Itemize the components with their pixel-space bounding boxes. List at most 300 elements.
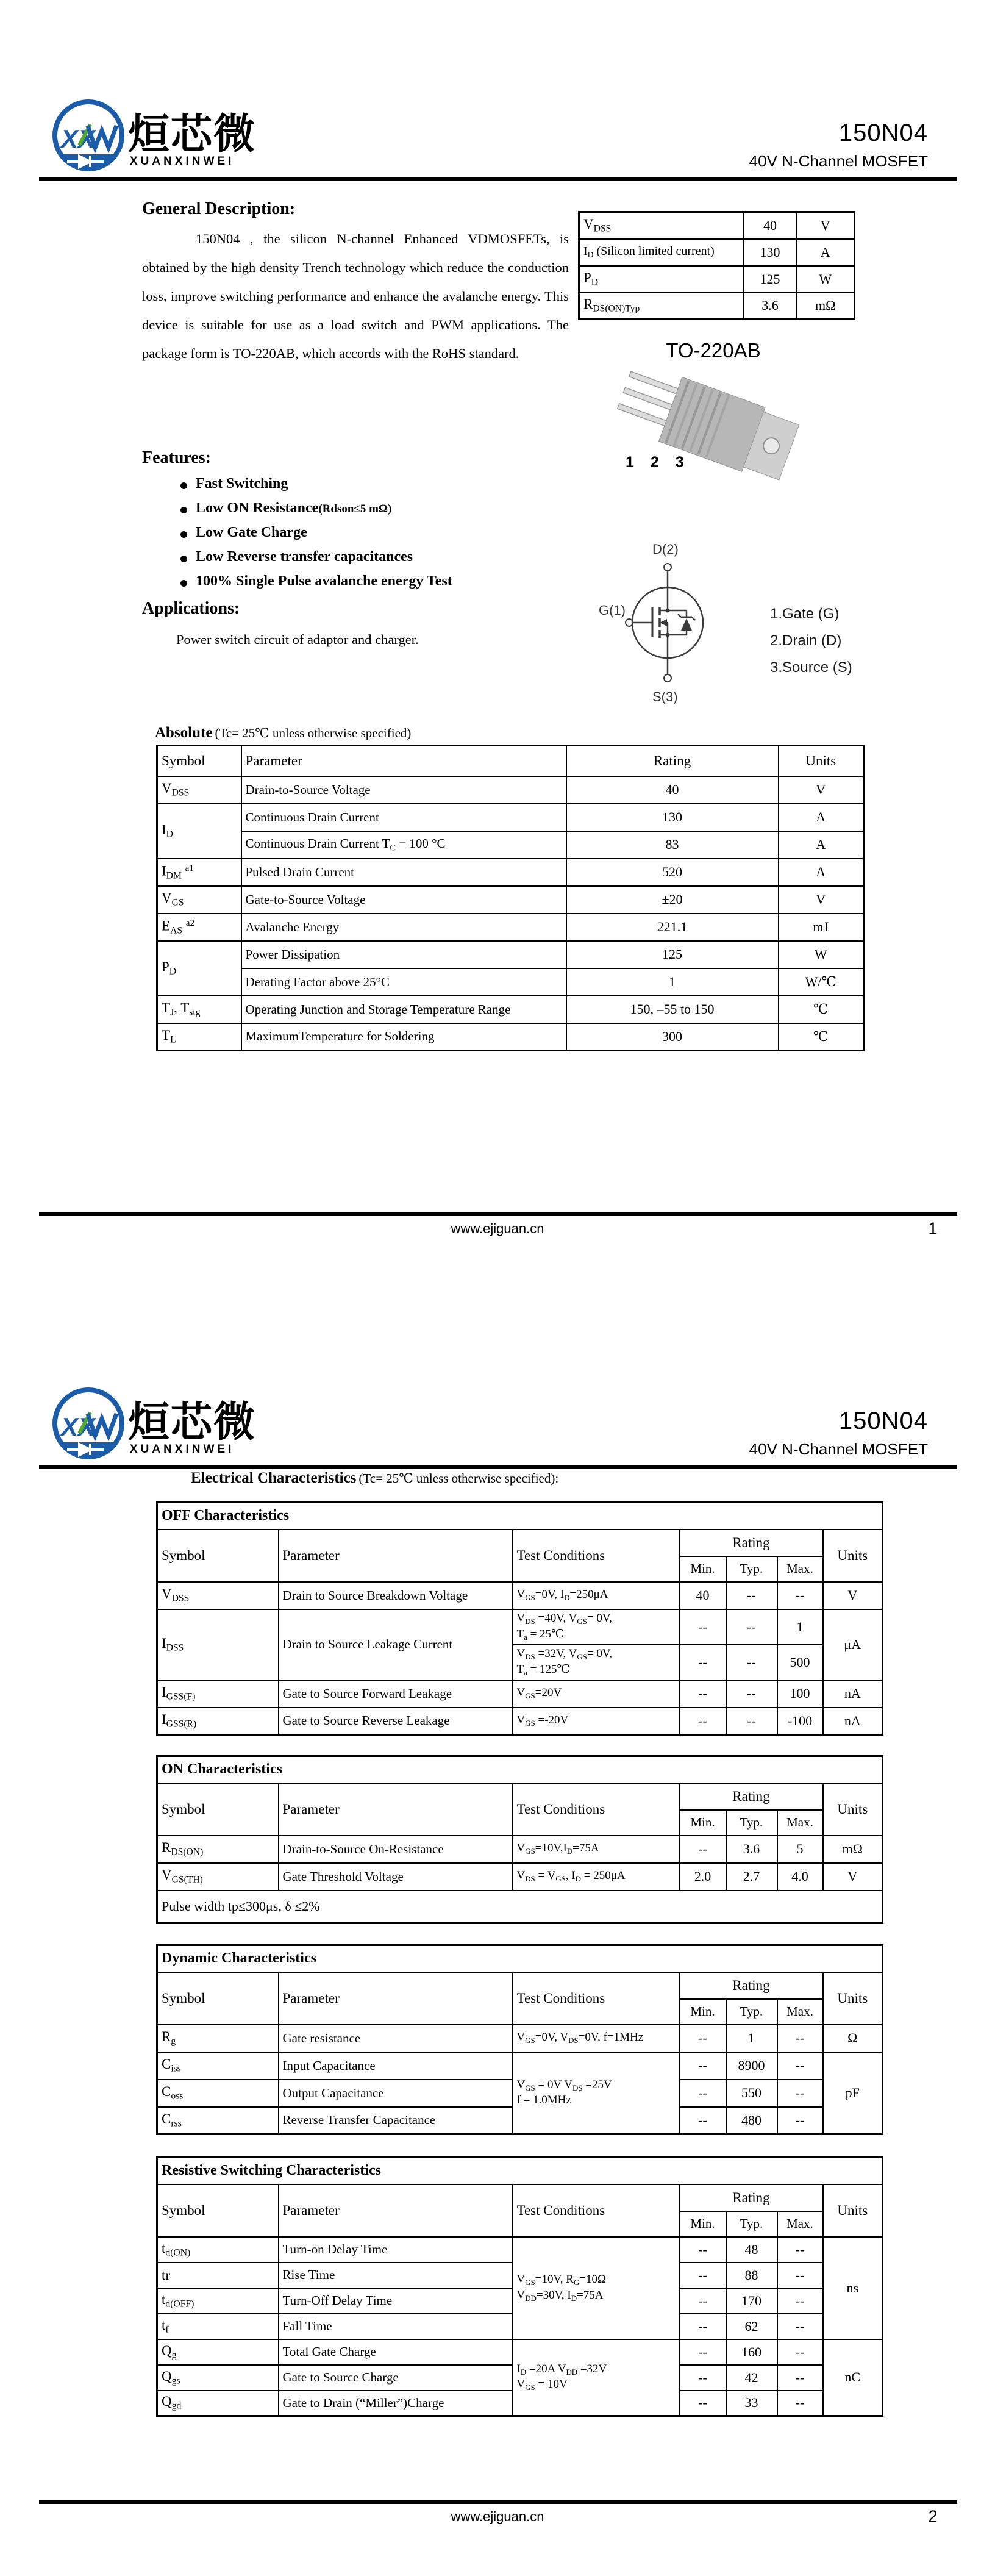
symbol: $C_{oss}$ [157, 2080, 279, 2107]
col-min: Min. [680, 1999, 726, 2025]
max: 4.0 [777, 1863, 823, 1891]
units: W/℃ [779, 968, 864, 996]
min: -- [680, 1645, 726, 1680]
col-min: Min. [680, 1810, 726, 1836]
table-row [157, 1836, 883, 1863]
parameter: Reverse Transfer Capacitance [279, 2107, 513, 2134]
table-note-row [157, 1891, 883, 1923]
symbol: $P_D$ [157, 941, 241, 996]
electrical-characteristics-caption [191, 1470, 558, 1487]
units: A [779, 804, 864, 831]
symbol: $V_{GS}$ [157, 886, 241, 914]
symbol: $E_{AS}$ $^{a2}$ [157, 914, 241, 941]
table-row [157, 1708, 883, 1735]
feature-text: Low ON Resistance [196, 500, 319, 516]
table-row [579, 239, 855, 266]
table-row [157, 941, 864, 968]
symbol: $C_{rss}$ [157, 2107, 279, 2134]
website-url: www.ejiguan.cn [451, 1221, 544, 1236]
min: 40 [680, 1582, 726, 1609]
brand-name-cn: 烜芯微 [128, 110, 257, 159]
test-conditions: $V_{GS}=10V,I_D=75A$ [513, 1836, 680, 1863]
max: -- [777, 2237, 823, 2263]
caption-bold: Absolute [155, 724, 213, 741]
table-row [157, 831, 864, 859]
param-name: $I_D$ (Silicon limited current) [579, 239, 744, 266]
parameter: Input Capacitance [279, 2052, 513, 2080]
typ: 88 [726, 2263, 777, 2288]
table-row [157, 996, 864, 1023]
col-typ: Typ. [726, 1556, 777, 1582]
col-min: Min. [680, 2211, 726, 2237]
max: -- [777, 2339, 823, 2365]
table-header-row [157, 2184, 883, 2211]
typ: -- [726, 1582, 777, 1609]
col-parameter: Parameter [279, 2184, 513, 2237]
table-row [157, 2339, 883, 2365]
col-typ: Typ. [726, 1999, 777, 2025]
parameter: Drain-to-Source Voltage [241, 776, 566, 804]
table-row [157, 1680, 883, 1708]
to220-package-icon [604, 366, 817, 509]
logo-emblem-icon [49, 96, 128, 189]
param-value: 3.6 [744, 293, 797, 320]
package-name: TO-220AB [666, 339, 761, 362]
parameter: Turn-on Delay Time [279, 2237, 513, 2263]
test-conditions: $V_{DS} = V_{GS}$, $I_D = 250\mu A$ [513, 1863, 680, 1891]
logo-monogram: XX [61, 1412, 96, 1441]
max: -100 [777, 1708, 823, 1735]
pulse-width-note: Pulse width tp≤300μs, δ ≤2% [157, 1891, 883, 1923]
symbol: $I_{GSS(R)}$ [157, 1708, 279, 1735]
parameter: Gate to Source Charge [279, 2365, 513, 2391]
rating: ±20 [566, 886, 779, 914]
col-test-conditions: Test Conditions [513, 1972, 680, 2025]
caption-condition: (Tc= 25℃ unless otherwise specified) [215, 726, 412, 740]
applications-title: Applications: [142, 599, 240, 618]
param-name: $P_D$ [579, 266, 744, 293]
min: -- [680, 2339, 726, 2365]
units: ℃ [779, 996, 864, 1023]
section-title: Resistive Switching Characteristics [157, 2158, 883, 2184]
brand-name-en: XUANXINWEI [130, 155, 235, 168]
symbol: $V_{DSS}$ [157, 1582, 279, 1609]
units: V [823, 1582, 883, 1609]
section-title: OFF Characteristics [157, 1503, 883, 1530]
feature-note: (Rdson≤5 mΩ) [318, 503, 392, 515]
table-row [157, 1609, 883, 1645]
units: A [779, 859, 864, 886]
typ: 160 [726, 2339, 777, 2365]
test-conditions: $V_{DS} =40V$, $V_{GS}= 0V$, $T_a$ = 25℃ [513, 1609, 680, 1645]
bullet-icon [180, 507, 187, 513]
typ: 62 [726, 2314, 777, 2339]
units: nA [823, 1680, 883, 1708]
parameter: Gate to Source Reverse Leakage [279, 1708, 513, 1735]
part-number: 150N04 [838, 120, 928, 146]
on-characteristics-table [156, 1755, 883, 1924]
table-row [157, 914, 864, 941]
test-conditions: $V_{DS} =32V$, $V_{GS}= 0V$, $T_a$ = 125℃ [513, 1645, 680, 1680]
min: -- [680, 1609, 726, 1645]
units: V [779, 776, 864, 804]
table-row [579, 266, 855, 293]
footer-rule [39, 1212, 957, 1216]
col-rating: Rating [680, 1972, 823, 1999]
symbol: $Q_{gs}$ [157, 2365, 279, 2391]
param-name: $V_{DSS}$ [579, 212, 744, 239]
rating: 125 [566, 941, 779, 968]
test-conditions: $V_{GS}=0V$, $I_D=250\mu A$ [513, 1582, 680, 1609]
symbol: $t_f$ [157, 2314, 279, 2339]
off-characteristics-table [156, 1501, 883, 1736]
min: -- [680, 2263, 726, 2288]
max: -- [777, 2025, 823, 2052]
pin-3-label: 3.Source (S) [770, 659, 852, 676]
max: -- [777, 2391, 823, 2416]
test-conditions: $V_{GS}=10V$, $R_G=10\Omega$ $V_{DD}=30V$, $I_D=75A$ [513, 2237, 680, 2339]
col-symbol: Symbol [157, 1972, 279, 2025]
table-row [157, 2052, 883, 2080]
col-units: Units [779, 746, 864, 776]
typ: -- [726, 1680, 777, 1708]
source-pin-label: S(3) [652, 689, 678, 704]
switching-characteristics-table [156, 2156, 883, 2417]
col-max: Max. [777, 2211, 823, 2237]
feature-item [180, 549, 413, 565]
max: 100 [777, 1680, 823, 1708]
header-rule [39, 1465, 957, 1469]
typ: -- [726, 1609, 777, 1645]
parameter: MaximumTemperature for Soldering [241, 1023, 566, 1051]
table-header-row [157, 1972, 883, 1999]
units: ℃ [779, 1023, 864, 1051]
pin-2-label: 2.Drain (D) [770, 632, 842, 649]
rating: 83 [566, 831, 779, 859]
feature-text: 100% Single Pulse avalanche energy Test [196, 573, 452, 589]
parameter: Fall Time [279, 2314, 513, 2339]
units: nA [823, 1708, 883, 1735]
parameter: Rise Time [279, 2263, 513, 2288]
max: 5 [777, 1836, 823, 1863]
symbol: tr [157, 2263, 279, 2288]
units: nC [823, 2339, 883, 2416]
parameter: Turn-Off Delay Time [279, 2288, 513, 2314]
test-conditions: $V_{GS} =-20V$ [513, 1708, 680, 1735]
features-title: Features: [142, 448, 211, 467]
parameter: Drain-to-Source On-Resistance [279, 1836, 513, 1863]
general-description-body: 150N04 , the silicon N-channel Enhanced VDMOSFETs, is obtained by the high density Trench technology which reduce the conduction loss, improve switching performance and enhance the avalanche energy. This device is suitable for use as a load switch and PWM applications. The package form is TO-220AB, which accords with the RoHS standard. [142, 231, 569, 361]
param-value: 130 [744, 239, 797, 266]
test-conditions: $V_{GS} = 0V$ $V_{DS} =25V$ f = 1.0MHz [513, 2052, 680, 2134]
col-typ: Typ. [726, 2211, 777, 2237]
symbol: $I_{DM}$ $^{a1}$ [157, 859, 241, 886]
table-row [579, 212, 855, 239]
bullet-icon [180, 580, 187, 587]
col-symbol: Symbol [157, 1783, 279, 1836]
units: V [823, 1863, 883, 1891]
typ: 8900 [726, 2052, 777, 2080]
pin-1-label: 1.Gate (G) [770, 606, 840, 622]
table-header-row [157, 1530, 883, 1556]
table-row [157, 776, 864, 804]
param-unit: mΩ [797, 293, 855, 320]
bullet-icon [180, 531, 187, 538]
typ: 1 [726, 2025, 777, 2052]
col-max: Max. [777, 1810, 823, 1836]
key-parameters-table [578, 211, 855, 320]
col-test-conditions: Test Conditions [513, 1530, 680, 1582]
typ: 480 [726, 2107, 777, 2134]
max: -- [777, 2263, 823, 2288]
param-name: $R_{DS(ON)Typ}$ [579, 293, 744, 320]
parameter: Gate to Source Forward Leakage [279, 1680, 513, 1708]
typ: -- [726, 1708, 777, 1735]
min: -- [680, 2365, 726, 2391]
test-conditions: $I_D =20A$ $V_{DD} =32V$ $V_{GS} = 10V$ [513, 2339, 680, 2416]
pin-assignment-list [770, 601, 852, 681]
applications-body: Power switch circuit of adaptor and charger. [176, 632, 419, 647]
col-typ: Typ. [726, 1810, 777, 1836]
section-title: ON Characteristics [157, 1756, 883, 1783]
website-url: www.ejiguan.cn [451, 2509, 544, 2524]
table-row [157, 1582, 883, 1609]
symbol: $R_g$ [157, 2025, 279, 2052]
table-row [579, 293, 855, 320]
symbol: $T_L$ [157, 1023, 241, 1051]
feature-item [180, 500, 391, 517]
col-test-conditions: Test Conditions [513, 1783, 680, 1836]
col-parameter: Parameter [279, 1530, 513, 1582]
drain-pin-label: D(2) [652, 542, 679, 557]
bullet-icon [180, 556, 187, 562]
package-image [604, 366, 817, 512]
col-rating: Rating [680, 2184, 823, 2211]
table-row [157, 886, 864, 914]
caption-bold: Electrical Characteristics [191, 1470, 357, 1486]
col-symbol: Symbol [157, 746, 241, 776]
units: mΩ [823, 1836, 883, 1863]
min: -- [680, 1836, 726, 1863]
typ: 550 [726, 2080, 777, 2107]
parameter: Gate-to-Source Voltage [241, 886, 566, 914]
gate-pin-label: G(1) [599, 603, 626, 618]
col-rating: Rating [680, 1783, 823, 1810]
col-units: Units [823, 1530, 883, 1582]
parameter: Drain to Source Breakdown Voltage [279, 1582, 513, 1609]
section-title-row [157, 1503, 883, 1530]
param-value: 125 [744, 266, 797, 293]
footer-rule [39, 2500, 957, 2504]
min: -- [680, 2025, 726, 2052]
col-rating: Rating [566, 746, 779, 776]
col-test-conditions: Test Conditions [513, 2184, 680, 2237]
min: -- [680, 2052, 726, 2080]
min: -- [680, 1680, 726, 1708]
page-2 [0, 1288, 995, 2576]
table-header-row [157, 1783, 883, 1810]
col-units: Units [823, 2184, 883, 2237]
units: mJ [779, 914, 864, 941]
table-header-row [157, 746, 864, 776]
section-title: Dynamic Characteristics [157, 1945, 883, 1972]
symbol: $V_{DSS}$ [157, 776, 241, 804]
param-unit: W [797, 266, 855, 293]
absolute-ratings-table [156, 745, 865, 1051]
symbol: $C_{iss}$ [157, 2052, 279, 2080]
parameter: Total Gate Charge [279, 2339, 513, 2365]
symbol: $t_{d(ON)}$ [157, 2237, 279, 2263]
max: -- [777, 1582, 823, 1609]
table-row [157, 2025, 883, 2052]
min: -- [680, 2391, 726, 2416]
parameter: Gate to Drain (“Miller”)Charge [279, 2391, 513, 2416]
max: -- [777, 2314, 823, 2339]
caption-condition: (Tc= 25℃ unless otherwise specified): [358, 1471, 559, 1486]
page-number: 1 [928, 1219, 938, 1237]
rating: 150, –55 to 150 [566, 996, 779, 1023]
units: ns [823, 2237, 883, 2339]
col-units: Units [823, 1783, 883, 1836]
table-row [157, 804, 864, 831]
units: μA [823, 1609, 883, 1680]
min: -- [680, 2288, 726, 2314]
param-unit: V [797, 212, 855, 239]
page-number: 2 [928, 2507, 938, 2525]
test-conditions: $V_{GS}=0V$, $V_{DS}=0V$, f=1MHz [513, 2025, 680, 2052]
rating: 221.1 [566, 914, 779, 941]
logo-monogram: XX [61, 124, 96, 153]
parameter: Derating Factor above 25°C [241, 968, 566, 996]
mosfet-schematic [573, 535, 768, 715]
param-value: 40 [744, 212, 797, 239]
min: -- [680, 1708, 726, 1735]
rating: 40 [566, 776, 779, 804]
symbol: $T_J$, $T_{stg}$ [157, 996, 241, 1023]
table-row [157, 1023, 864, 1051]
table-row [157, 859, 864, 886]
feature-item [180, 476, 288, 492]
symbol: $Q_{gd}$ [157, 2391, 279, 2416]
param-unit: A [797, 239, 855, 266]
col-parameter: Parameter [279, 1972, 513, 2025]
brand-name-cn: 烜芯微 [128, 1398, 257, 1447]
feature-text: Low Gate Charge [196, 524, 307, 540]
parameter: Output Capacitance [279, 2080, 513, 2107]
parameter: Operating Junction and Storage Temperature Range [241, 996, 566, 1023]
general-description-title: General Description: [142, 199, 296, 218]
units: V [779, 886, 864, 914]
units: W [779, 941, 864, 968]
max: 500 [777, 1645, 823, 1680]
typ: 33 [726, 2391, 777, 2416]
symbol: $t_{d(OFF)}$ [157, 2288, 279, 2314]
parameter: Power Dissipation [241, 941, 566, 968]
parameter: Gate resistance [279, 2025, 513, 2052]
dynamic-characteristics-table [156, 1944, 883, 2135]
bullet-icon [180, 482, 187, 489]
parameter: Pulsed Drain Current [241, 859, 566, 886]
rating: 520 [566, 859, 779, 886]
symbol: $I_D$ [157, 804, 241, 859]
section-title-row [157, 1945, 883, 1972]
min: 2.0 [680, 1863, 726, 1891]
col-min: Min. [680, 1556, 726, 1582]
max: -- [777, 2107, 823, 2134]
col-units: Units [823, 1972, 883, 2025]
max: -- [777, 2080, 823, 2107]
section-title-row [157, 1756, 883, 1783]
device-family: 40V N-Channel MOSFET [749, 152, 928, 170]
typ: 48 [726, 2237, 777, 2263]
table-row [157, 2237, 883, 2263]
symbol: $Q_g$ [157, 2339, 279, 2365]
mosfet-symbol-icon [573, 535, 768, 712]
test-conditions: $V_{GS}=20V$ [513, 1680, 680, 1708]
feature-text: Fast Switching [196, 476, 288, 492]
max: 1 [777, 1609, 823, 1645]
symbol: $V_{GS(TH)}$ [157, 1863, 279, 1891]
units: pF [823, 2052, 883, 2134]
col-max: Max. [777, 1999, 823, 2025]
typ: 170 [726, 2288, 777, 2314]
feature-text: Low Reverse transfer capacitances [196, 549, 413, 565]
feature-item [180, 524, 307, 541]
package-pin-numbers: 1 2 3 [626, 454, 690, 471]
parameter: Gate Threshold Voltage [279, 1863, 513, 1891]
col-max: Max. [777, 1556, 823, 1582]
max: -- [777, 2052, 823, 2080]
rating: 1 [566, 968, 779, 996]
min: -- [680, 2314, 726, 2339]
device-family: 40V N-Channel MOSFET [749, 1440, 928, 1458]
min: -- [680, 2237, 726, 2263]
symbol: $R_{DS(ON)}$ [157, 1836, 279, 1863]
header-rule [39, 177, 957, 181]
col-symbol: Symbol [157, 1530, 279, 1582]
symbol: $I_{DSS}$ [157, 1609, 279, 1680]
feature-item [180, 573, 452, 590]
parameter: Drain to Source Leakage Current [279, 1609, 513, 1680]
logo-emblem-icon [49, 1384, 128, 1477]
col-parameter: Parameter [241, 746, 566, 776]
rating: 130 [566, 804, 779, 831]
min: -- [680, 2107, 726, 2134]
min: -- [680, 2080, 726, 2107]
section-title-row [157, 2158, 883, 2184]
rating: 300 [566, 1023, 779, 1051]
parameter: Avalanche Energy [241, 914, 566, 941]
table-row [157, 1863, 883, 1891]
parameter: Continuous Drain Current $T_C = 100$ °C [241, 831, 566, 859]
max: -- [777, 2365, 823, 2391]
parameter: Continuous Drain Current [241, 804, 566, 831]
col-parameter: Parameter [279, 1783, 513, 1836]
typ: 2.7 [726, 1863, 777, 1891]
part-number: 150N04 [838, 1408, 928, 1434]
typ: -- [726, 1645, 777, 1680]
units: A [779, 831, 864, 859]
units: Ω [823, 2025, 883, 2052]
absolute-ratings-caption [155, 724, 411, 742]
col-symbol: Symbol [157, 2184, 279, 2237]
table-row [157, 968, 864, 996]
typ: 42 [726, 2365, 777, 2391]
max: -- [777, 2288, 823, 2314]
brand-name-en: XUANXINWEI [130, 1443, 235, 1456]
typ: 3.6 [726, 1836, 777, 1863]
col-rating: Rating [680, 1530, 823, 1556]
